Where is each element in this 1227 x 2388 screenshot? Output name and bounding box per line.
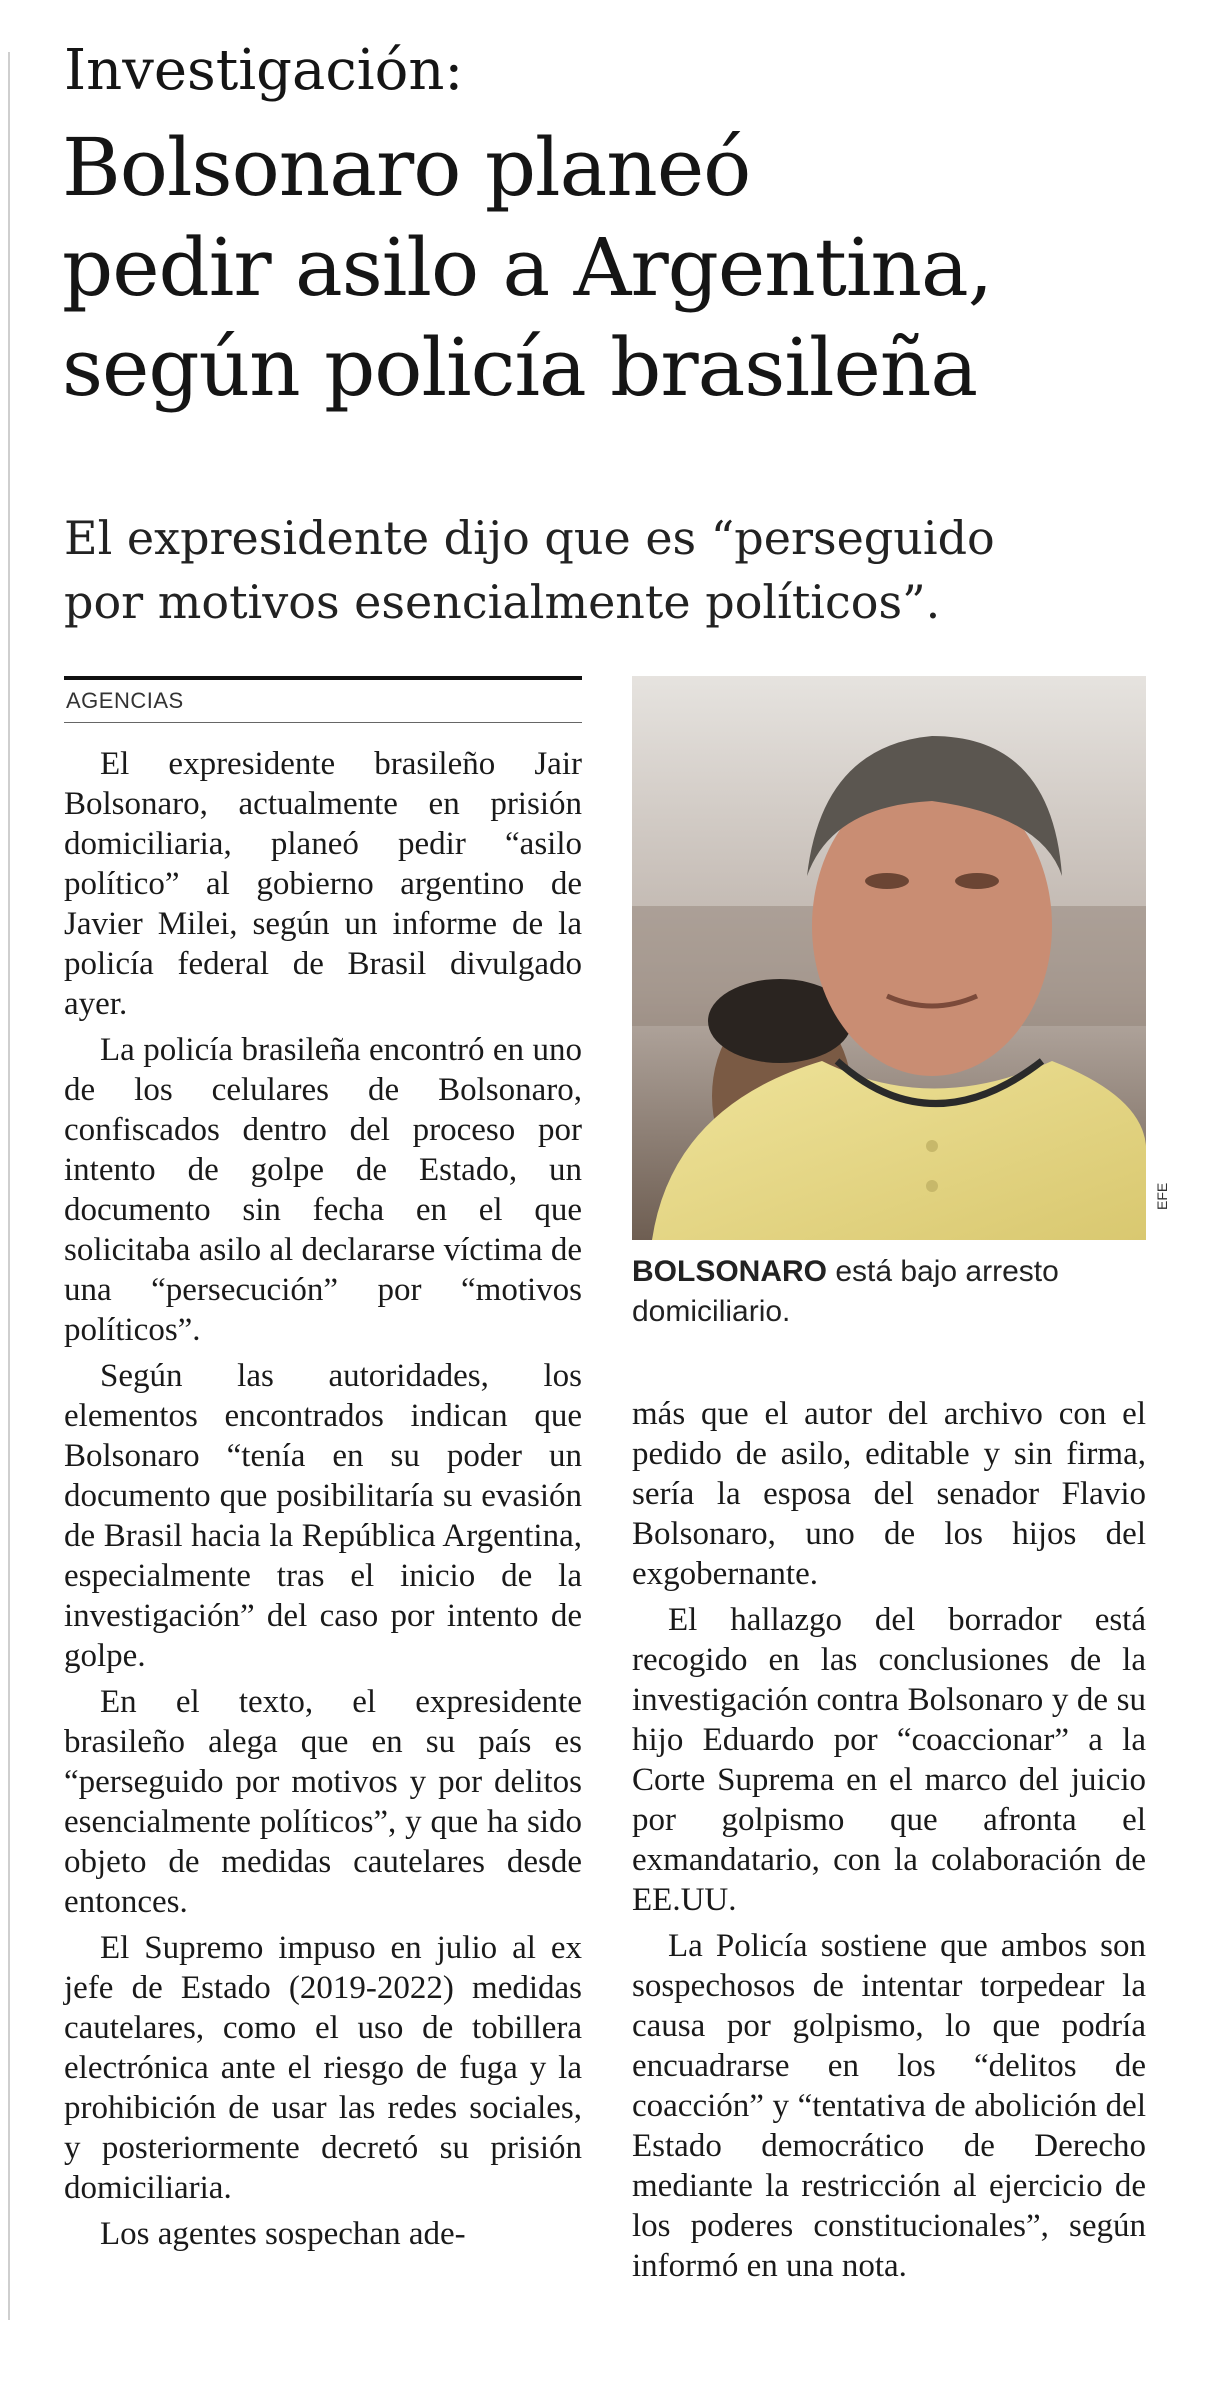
caption-name: BOLSONARO <box>632 1255 827 1288</box>
byline-rule <box>64 676 582 680</box>
paragraph: más que el autor del archivo con el pedido de asilo, editable y sin firma, sería la esposa del senador Flavio Bolsonaro, uno de los hijos del exgobernante. <box>632 1396 1146 1592</box>
paragraph: El expresidente brasileño Jair Bolsonaro, actualmente en prisión domiciliaria, planeó pedir “asilo político” al gobierno argentino de Javier Milei, según un informe de la policía federal de Brasil divulgado ayer. <box>64 746 582 1022</box>
paragraph: El Supremo impuso en julio al ex jefe de Estado (2019-2022) medidas cautelares, como el uso de tobillera electrónica ante el riesgo de fuga y la prohibición de usar las redes sociales, y posteriormente decretó su prisión domiciliaria. <box>64 1930 582 2206</box>
paragraph: La Policía sostiene que ambos son sospechosos de intentar torpedear la causa por golpismo, lo que podría encuadrarse en los “delitos de coacción” y “tentativa de abolición del Estado democrático de Derecho mediante la restricción al ejercicio de los poderes constitucionales”, según informó en una nota. <box>632 1928 1146 2284</box>
paragraph: Según las autoridades, los elementos encontrados indican que Bolsonaro “tenía en su poder un documento que posibilitaría su evasión de Brasil hacia la República Argentina, especialmente tras el inicio de la investigación” del caso por intento de golpe. <box>64 1358 582 1674</box>
article-photo <box>632 676 1146 1240</box>
paragraph: La policía brasileña encontró en uno de los celulares de Bolsonaro, confiscados dentro del proceso por intento de golpe de Estado, un documento sin fecha en el que solicitaba asilo al declararse víctima de una “persecución” por “motivos políticos”. <box>64 1032 582 1348</box>
caption-text: está bajo arresto domiciliario. <box>632 1255 1059 1328</box>
bolsonaro-photo <box>632 676 1146 1240</box>
paragraph: Los agentes sospechan ade- <box>100 2216 466 2252</box>
headline-line: según policía brasileña <box>62 321 978 414</box>
article-deck <box>64 506 1184 634</box>
deck-line: por motivos esencialmente políticos”. <box>64 575 941 629</box>
article-kicker: Investigación: <box>64 38 464 103</box>
page-margin-rule <box>8 52 10 2320</box>
photo-credit: EFE <box>1154 1182 1170 1210</box>
byline-rule <box>64 722 582 723</box>
byline: AGENCIAS <box>66 688 184 713</box>
paragraph: En el texto, el expresidente brasileño alega que en su país es “perseguido por motivos y por delitos esencialmente políticos”, y que ha sido objeto de medidas cautelares desde entonces. <box>64 1684 582 1920</box>
photo-caption <box>632 1252 1152 1332</box>
deck-line: El expresidente dijo que es “perseguido <box>64 511 995 565</box>
headline-line: pedir asilo a Argentina, <box>62 221 993 314</box>
article-headline <box>62 118 1182 418</box>
headline-line: Bolsonaro planeó <box>62 121 751 214</box>
article-column-2 <box>632 1394 1146 2292</box>
paragraph: El hallazgo del borrador está recogido en las conclusiones de la investigación contra Bolsonaro y de su hijo Eduardo por “coaccionar” a la Corte Suprema en el marco del juicio por golpismo que afronta el exmandatario, con la colaboración de EE.UU. <box>632 1602 1146 1918</box>
article-column-1 <box>64 744 582 2260</box>
